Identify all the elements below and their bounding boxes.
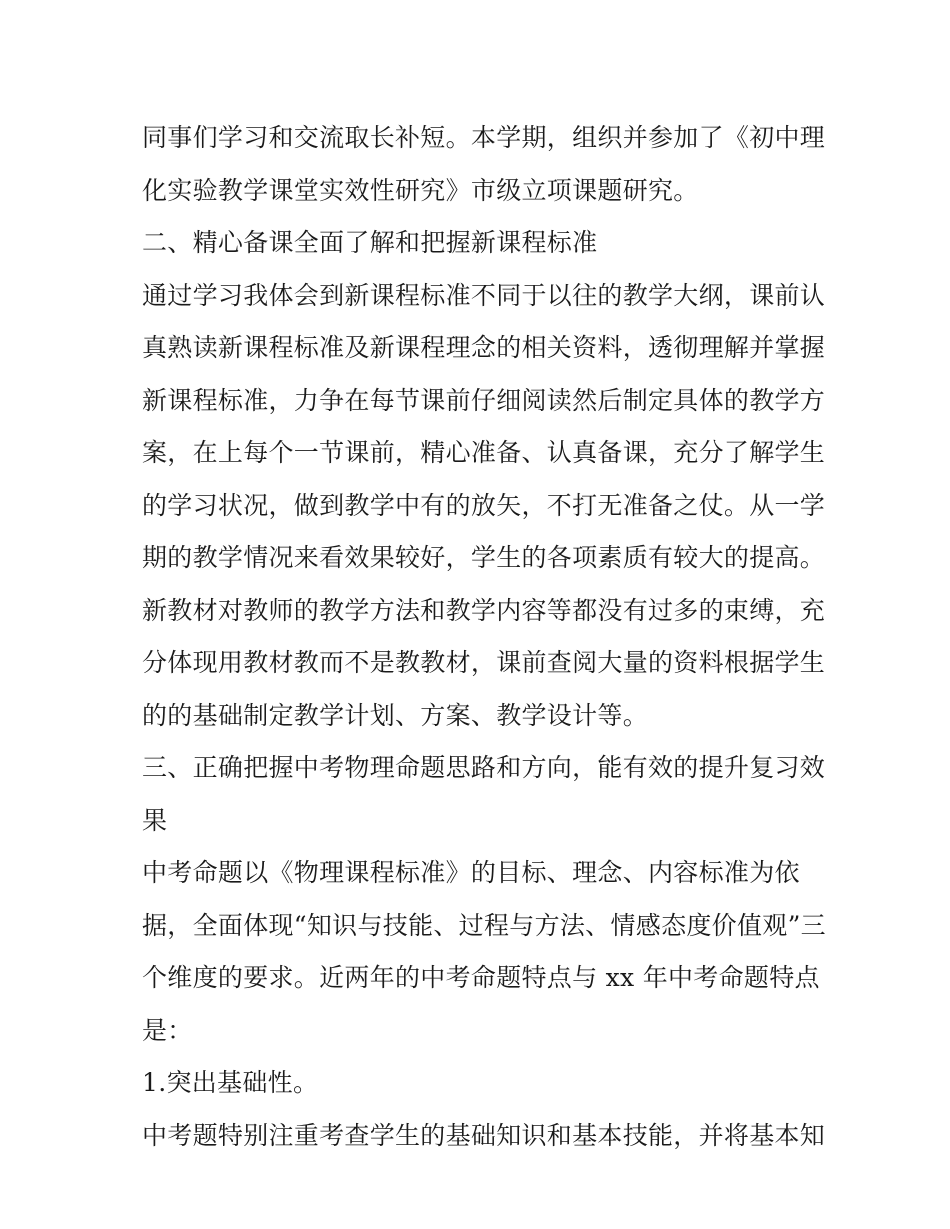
list-item-heading: 1.突出基础性。 — [142, 1068, 319, 1097]
text-line: 是： — [142, 1015, 193, 1045]
text-line: 真熟读新课程标准及新课程理念的相关资料，透彻理解并掌握 — [142, 333, 826, 362]
text-line: 案，在上每个一节课前，精心准备、认真备课，充分了解学生 — [142, 438, 826, 467]
text-line: 中考命题以《物理课程标准》的目标、理念、内容标准为依 — [142, 858, 800, 887]
text-line: 据，全面体现“知识与技能、过程与方法、情感态度价值观”三 — [142, 910, 826, 940]
section-heading: 二、精心备课全面了解和把握新课程标准 — [142, 228, 598, 257]
text-line: 的学习状况，做到教学中有的放矢，不打无准备之仗。从一学 — [142, 490, 826, 520]
text-line: 分体现用教材教而不是教教材，课前查阅大量的资料根据学生 — [142, 648, 826, 677]
text-line: 的的基础制定教学计划、方案、教学设计等。 — [142, 700, 649, 730]
text-line: 新教材对教师的教学方法和教学内容等都没有过多的束缚，充 — [142, 595, 826, 625]
text-line: 同事们学习和交流取长补短。本学期，组织并参加了《初中理 — [142, 123, 826, 152]
text-line: 个维度的要求。近两年的中考命题特点与 xx 年中考命题特点 — [142, 963, 820, 992]
text-line: 通过学习我体会到新课程标准不同于以往的教学大纲，课前认 — [142, 280, 826, 310]
text-line: 中考题特别注重考查学生的基础知识和基本技能，并将基本知 — [142, 1120, 826, 1150]
text-line: 期的教学情况来看效果较好，学生的各项素质有较大的提高。 — [142, 543, 826, 572]
section-heading-continued: 果 — [142, 805, 168, 835]
text-line: 新课程标准，力争在每节课前仔细阅读然后制定具体的教学方 — [142, 385, 826, 415]
document-page — [142, 112, 826, 1162]
text-line: 化实验教学课堂实效性研究》市级立项课题研究。 — [142, 175, 699, 205]
section-heading: 三、正确把握中考物理命题思路和方向，能有效的提升复习效 — [142, 753, 826, 782]
